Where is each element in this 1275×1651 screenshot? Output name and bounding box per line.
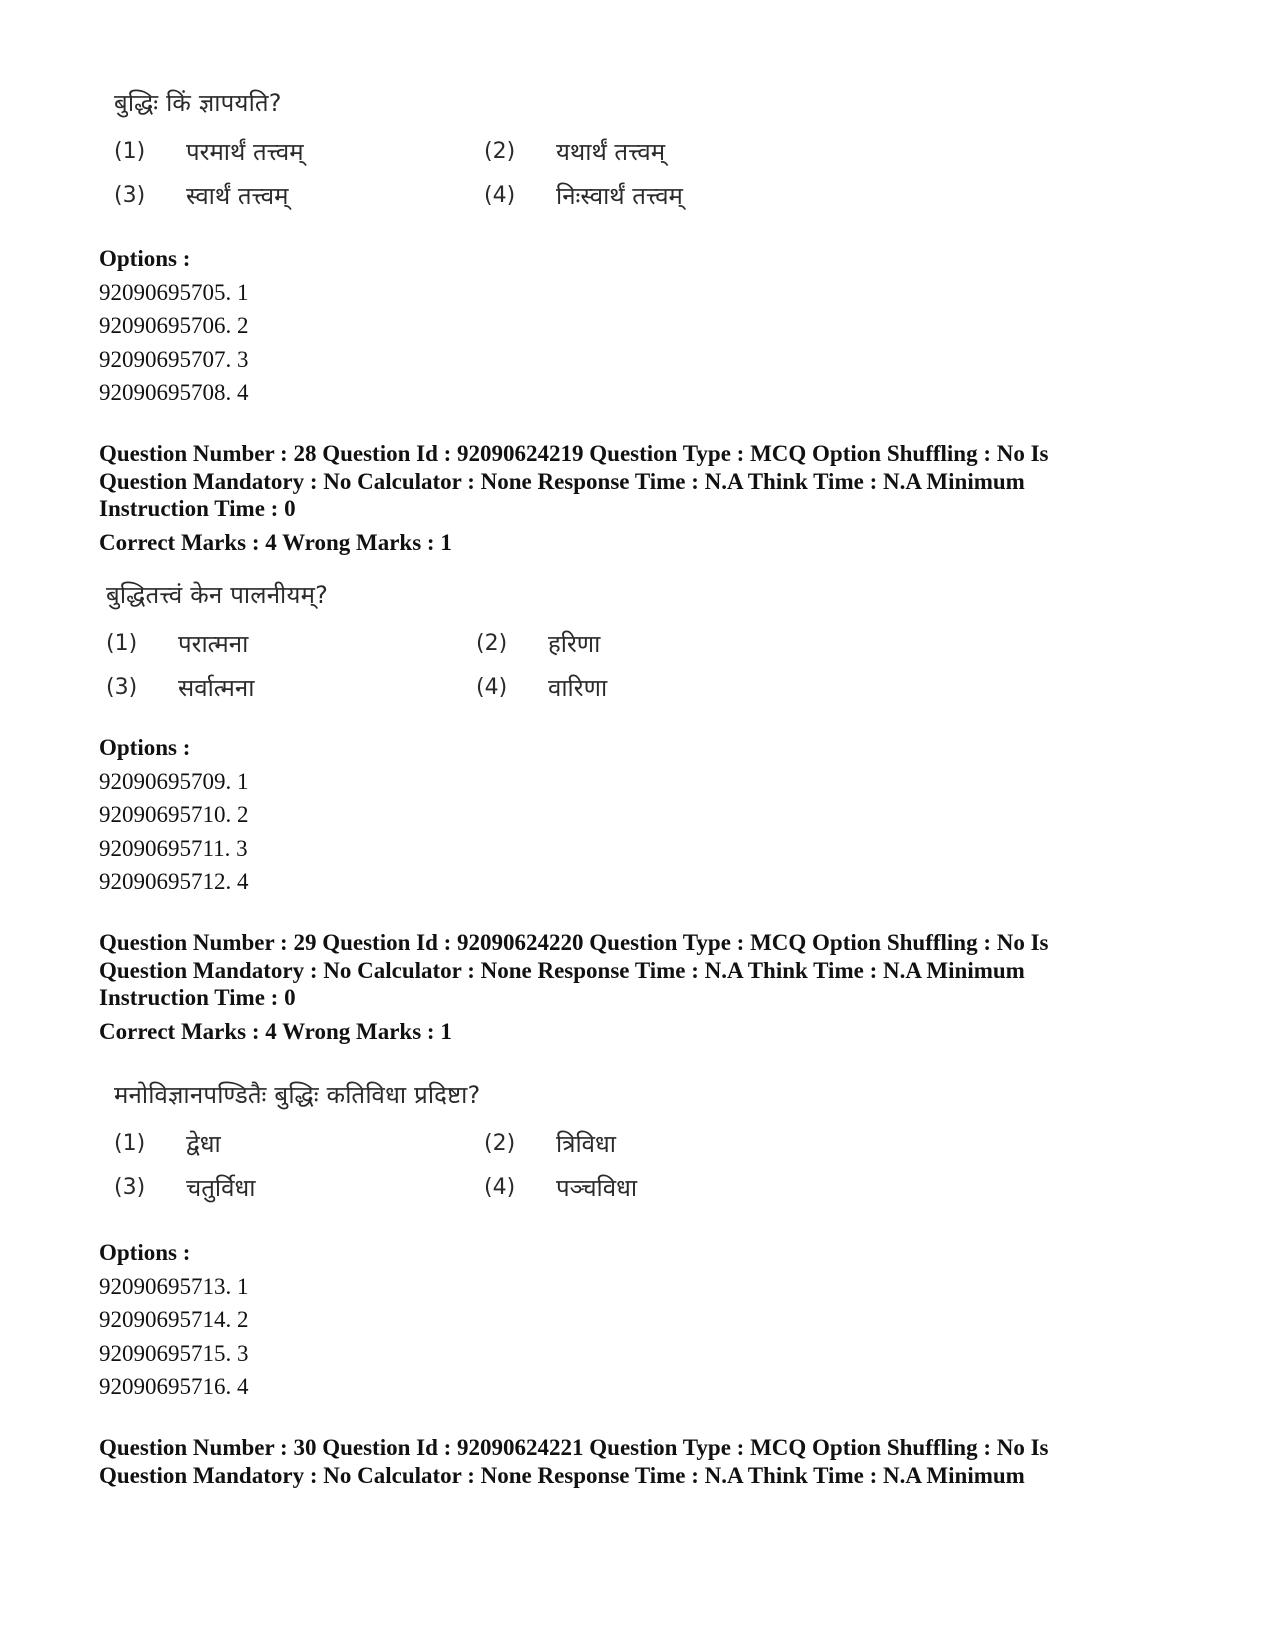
option-id: 92090695715. 3: [99, 1340, 249, 1366]
question-text: बुद्धितत्त्वं केन पालनीयम्?: [106, 581, 329, 609]
choice-item: [470, 1169, 840, 1205]
option-id: 92090695705. 1: [99, 279, 249, 305]
options-label: Options :: [99, 1240, 191, 1265]
choice-item: [470, 133, 840, 169]
choice-text: पञ्चविधा: [556, 1173, 638, 1202]
question-30-header: [99, 1434, 1179, 1489]
question-28-image: [100, 575, 840, 705]
choice-number: (1): [114, 138, 146, 164]
option-id: 92090695708. 4: [99, 380, 249, 405]
marks-line: Correct Marks : 4 Wrong Marks : 1: [99, 529, 452, 555]
options-label: Options :: [99, 735, 191, 760]
choice-number: (1): [114, 1130, 146, 1156]
choice-item: [470, 177, 840, 213]
question-29-header: [99, 929, 1179, 1045]
choice-number: (3): [114, 182, 146, 208]
choice-grid: [100, 1125, 840, 1205]
choice-number: (2): [484, 1130, 516, 1156]
question-28-header: [99, 440, 1179, 556]
choice-item: [470, 625, 840, 661]
choice-item: [470, 669, 840, 705]
option-id: 92090695709. 1: [99, 768, 249, 794]
question-meta-line: Question Mandatory : No Calculator : None Response Time : N.A Think Time : N.A Minimum: [99, 1462, 1025, 1488]
question-text: मनोविज्ञानपण्डितैः बुद्धिः कतिविधा प्रदिष्टा?: [114, 1081, 481, 1109]
choice-item: [100, 1169, 470, 1205]
question-meta-line: Instruction Time : 0: [99, 985, 296, 1010]
choice-text: स्वार्थं तत्त्वम्: [186, 181, 289, 210]
question-meta-line: Question Number : 29 Question Id : 92090624220 Question Type : MCQ Option Shuffling : No Is: [99, 930, 1049, 955]
option-id: 92090695706. 2: [99, 313, 249, 338]
choice-text: वारिणा: [548, 673, 608, 702]
question-29-image: [100, 1075, 840, 1205]
choice-text: त्रिविधा: [556, 1129, 616, 1158]
choice-number: (4): [484, 1174, 516, 1200]
choice-text: निःस्वार्थं तत्त्वम्: [556, 181, 683, 210]
choice-item: [100, 625, 470, 661]
choice-text: चतुर्विधा: [186, 1173, 256, 1202]
choice-text: सर्वात्मना: [178, 673, 255, 702]
option-id: 92090695712. 4: [99, 869, 249, 894]
choice-text: परमार्थं तत्त्वम्: [186, 137, 304, 166]
marks-line: Correct Marks : 4 Wrong Marks : 1: [99, 1018, 452, 1044]
choice-number: (3): [114, 1174, 146, 1200]
choice-number: (4): [476, 674, 508, 700]
options-list: [99, 731, 249, 899]
question-meta-line: Question Mandatory : No Calculator : None Response Time : N.A Think Time : N.A Minimum: [99, 468, 1025, 494]
choice-item: [470, 1125, 840, 1161]
option-id: 92090695711. 3: [99, 835, 248, 861]
choice-grid: [100, 133, 840, 213]
option-id: 92090695713. 1: [99, 1273, 249, 1299]
choice-number: (3): [106, 674, 138, 700]
choice-text: यथार्थं तत्त्वम्: [556, 137, 666, 166]
option-id: 92090695716. 4: [99, 1374, 249, 1399]
option-id: 92090695710. 2: [99, 802, 249, 827]
options-list: [99, 242, 249, 410]
choice-number: (4): [484, 182, 516, 208]
choice-item: [100, 1125, 470, 1161]
choice-grid: [100, 625, 840, 705]
choice-text: द्वेधा: [186, 1129, 221, 1158]
choice-item: [100, 669, 470, 705]
question-27-image: [100, 83, 840, 213]
choice-item: [100, 177, 470, 213]
question-meta-line: Question Number : 30 Question Id : 92090624221 Question Type : MCQ Option Shuffling : No Is: [99, 1435, 1049, 1460]
choice-number: (2): [476, 630, 508, 656]
question-meta-line: Question Mandatory : No Calculator : None Response Time : N.A Think Time : N.A Minimum: [99, 957, 1025, 983]
options-label: Options :: [99, 246, 191, 271]
choice-item: [100, 133, 470, 169]
question-meta-line: Question Number : 28 Question Id : 92090624219 Question Type : MCQ Option Shuffling : No Is: [99, 441, 1049, 466]
choice-number: (2): [484, 138, 516, 164]
option-id: 92090695714. 2: [99, 1307, 249, 1332]
choice-text: परात्मना: [178, 629, 249, 658]
choice-text: हरिणा: [548, 629, 601, 658]
question-text: बुद्धिः किं ज्ञापयति?: [114, 89, 282, 117]
option-id: 92090695707. 3: [99, 346, 249, 372]
choice-number: (1): [106, 630, 138, 656]
question-meta-line: Instruction Time : 0: [99, 496, 296, 521]
options-list: [99, 1236, 249, 1404]
